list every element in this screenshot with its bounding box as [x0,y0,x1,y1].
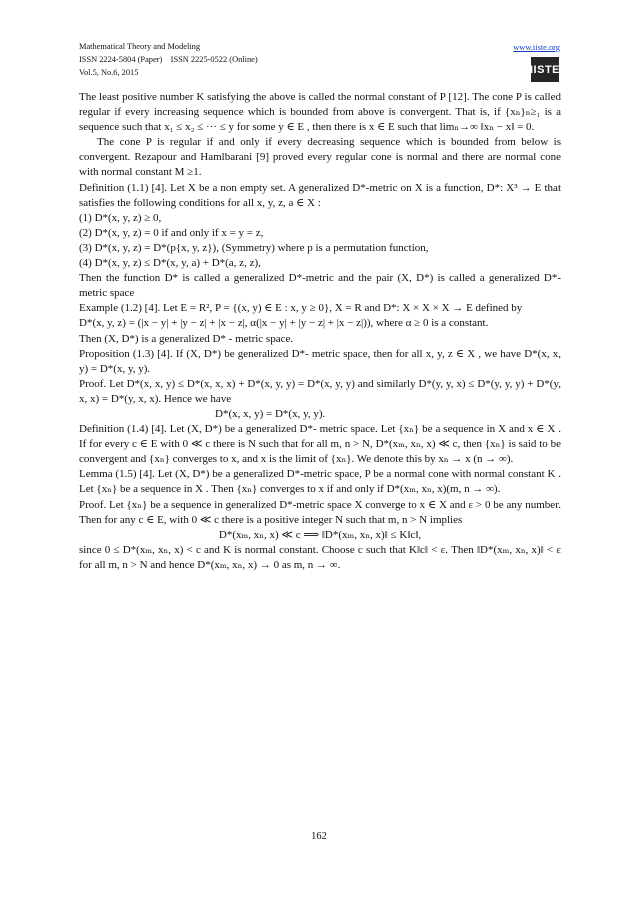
proof-lemma-conclusion: since 0 ≤ D*(xₘ, xₙ, x) < c and K is normal constant. Choose c such that K‖c‖ < ε. Then ‖D*(xₘ, xₙ, x)‖ < ε for all m, n > N and hence D*(xₘ, xₙ, x) → 0 as m, n → ∞. [79,543,561,571]
proof-lemma: Proof. Let {xₙ} be a sequence in generalized D*-metric space X converge to x ∈ X and ε > 0 be any number. Then for any c ∈ E, with 0 ≪ c there is a positive integer N such that m, n > N implies [79,498,561,526]
condition-3: (3) D*(x, y, z) = D*(p{x, y, z}), (Symmetry) where p is a permutation function, [79,241,429,254]
definition-1-1: Definition (1.1) [4]. Let X be a non empty set. A generalized D*-metric on X is a function, D*: X³ → E that satisfies the following conditions for all x, y, z, a ∈ X : [79,181,561,209]
example-conclusion: Then (X, D*) is a generalized D* - metric space. [79,332,294,345]
issn-line: ISSN 2224-5804 (Paper) ISSN 2225-0522 (Online) [79,55,258,64]
condition-2: (2) D*(x, y, z) = 0 if and only if x = y = z, [79,226,264,239]
iiste-logo: IISTE [531,57,559,82]
definition-1-4: Definition (1.4) [4]. Let (X, D*) be a generalized D*- metric space. Let {xₙ} be a sequence in X and x ∈ X . If for every c ∈ E with 0 ≪ c there is N such that for all m, n > N, D*(xₘ, xₙ, x) ≪ c, then {xₙ} is said to be convergent and {xₙ} converges to x, and x is the limit of {xₙ}. We denote this by xₙ → x (n → ∞). [79,423,561,466]
paragraph-normal-constant: The least positive number K satisfying the above is called the normal constant of P [12]. The cone P is called regular if every increasing sequence which is bounded from above is convergent. That is, if {xₙ}ₙ≥₁ is a sequence such that x₁ ≤ x₂ ≤ ··· ≤ y for some y ∈ E , then there is x ∈ E such that limₙ→∞ ‖xₙ − x‖ = 0. [79,91,561,134]
proof-lemma-implication: D*(xₘ, xₙ, x) ≪ c ⟹ ‖D*(xₘ, xₙ, x)‖ ≤ K‖c‖, [218,528,422,541]
page-body [79,90,561,573]
condition-4: (4) D*(x, y, z) ≤ D*(x, y, a) + D*(a, z, z), [79,257,261,270]
journal-title: Mathematical Theory and Modeling [79,42,201,51]
proof-proposition: Proof. Let D*(x, x, y) ≤ D*(x, x, x) + D*(x, y, y) = D*(x, y, y) and similarly D*(y, y, x) ≤ D*(y, y, y) + D*(y, x, x) = D*(y, x, x). Hence we have [79,377,561,405]
proposition-1-3: Proposition (1.3) [4]. If (X, D*) be generalized D*- metric space, then for all x, y, z ∈ X , we have D*(x, x, y) = D*(x, y, y). [79,347,561,375]
volume-line: Vol.5, No.6, 2015 [79,68,139,77]
example-formula: D*(x, y, z) = (|x − y| + |y − z| + |x − z|, α(|x − y| + |y − z| + |x − z|)), where α ≥ 0 is a constant. [79,317,489,330]
paragraph-regular-cone: The cone P is regular if and only if every decreasing sequence which is bounded from below is convergent. Rezapour and Hamlbarani [9] proved every regular cone is normal and there are normal cone with normal constant M ≥1. [79,136,561,179]
lemma-1-5: Lemma (1.5) [4]. Let (X, D*) be a generalized D*-metric space, P be a normal cone with normal constant K . Let {xₙ} be a sequence in X . Then {xₙ} converges to x if and only if D*(xₘ, xₙ, x)(m, n → ∞). [79,468,561,496]
page-number: 162 [311,831,327,842]
paragraph-generalized-metric: Then the function D* is called a generalized D*-metric and the pair (X, D*) is called a generalized D*-metric space [79,272,561,300]
example-1-2: Example (1.2) [4]. Let E = R², P = {(x, y) ∈ E : x, y ≥ 0}, X = R and D*: X × X × X → E defined by [79,302,523,315]
proof-proposition-result: D*(x, x, y) = D*(x, y, y). [215,407,326,420]
website-link[interactable]: www.iiste.org [513,43,560,52]
condition-1: (1) D*(x, y, z) ≥ 0, [79,211,162,224]
